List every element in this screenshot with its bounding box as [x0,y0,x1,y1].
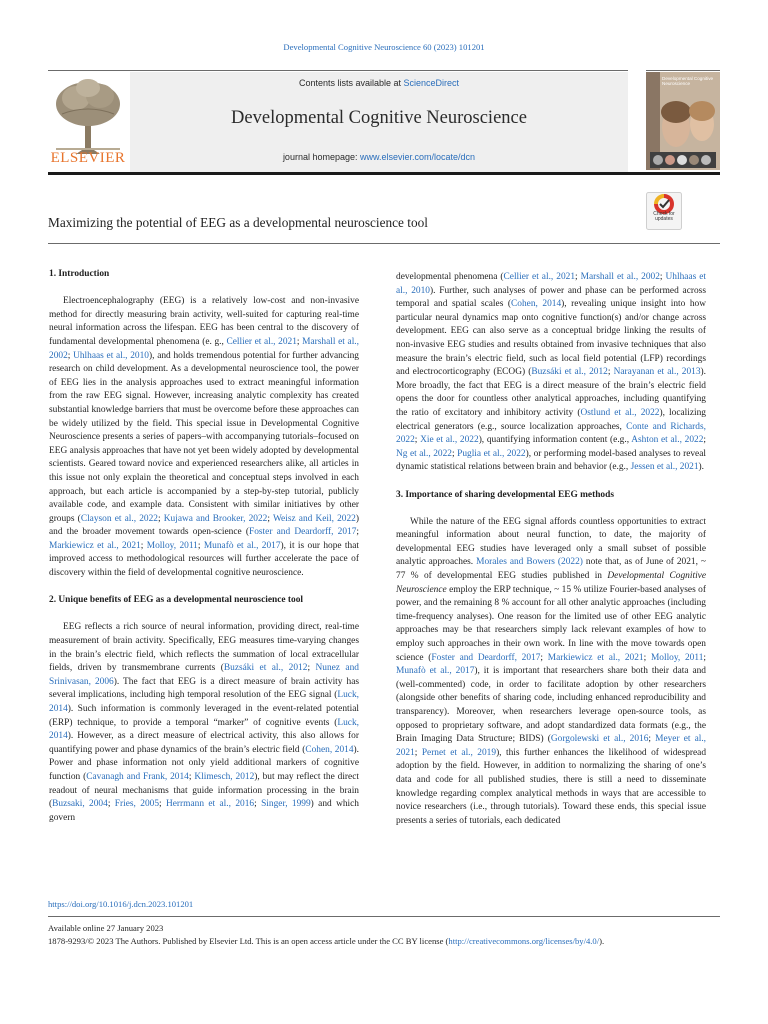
text-run: ), revealing unique insight into how particular neural dynamics map onto cognitive function(s) and/or change across development. EEG can also serve as a conceptual bridge linking the results of non-invasive EEG studies and results obtained from invasive techniques that also measure the brain’s electric field, such as local field potential (LFP) recordings and electrocorticography (ECOG) ( [396,299,706,378]
citation-link[interactable]: Molloy, 2011 [650,652,704,663]
check-for-updates-label: Check for updates [653,211,675,223]
text-run: ; [356,527,359,538]
text-run: ; [188,771,195,782]
citation-link[interactable]: Clayson et al., 2022 [80,513,158,524]
text-run: ; [414,435,421,446]
citation-link[interactable]: Molloy, 2011 [146,540,198,551]
section-heading: 3. Importance of sharing developmental EEG methods [396,489,614,500]
text-run: While the nature of the EEG signal affords countless opportunities to extract meaningful information about neural function, to date, the majority of developmental EEG studies have leveraged only a small subset of possible analytic approaches. [396,516,706,568]
section-heading: 2. Unique benefits of EEG as a developmental neuroscience tool [49,595,303,606]
text-run: ; [140,540,147,551]
text-run: ; [659,272,666,282]
doi-link[interactable]: https://doi.org/10.1016/j.dcn.2023.101201 [48,899,194,909]
text-run: ; [254,799,262,810]
homepage-line [130,152,628,162]
text-run: ), localizing electrical generators (e.g., source localization approaches, [396,407,706,432]
citation-link[interactable]: Cohen, 2014 [511,299,562,310]
text-run: ), it is our hope that improved access to methodological resources will further accelerate the pace of discovery within the field of developmental cognitive neuroscience. [49,540,359,579]
sciencedirect-link[interactable]: ScienceDirect [403,78,460,88]
text-run: ; [107,799,115,810]
citation-link[interactable]: Luck, 2014 [49,690,359,714]
citation-link[interactable]: Cellier et al., 2021 [503,272,576,282]
citation-link[interactable]: Marshall et al., 2002 [580,272,660,282]
text-run: ; [575,272,581,282]
journal-citation[interactable]: Developmental Cognitive Neuroscience 60 (2023) 101201 [283,42,485,52]
citation-link[interactable]: Klimesch, 2012 [194,771,255,782]
footer-rule [48,916,720,917]
publisher-name: ELSEVIER [50,150,126,166]
text-run: developmental phenomena ( [396,272,504,282]
header-rule [48,70,628,71]
homepage-prefix: journal homepage: [282,152,360,162]
text-run: Electroencephalography (EEG) is a relatively low-cost and non-invasive method for directly measuring brain activity, well-suited for capturing real-time neural information across the lifespan. EEG has been central to the discovery of fundamental developmental phenomena (e. g., [49,296,359,347]
citation-link[interactable]: Fries, 2005 [114,799,160,810]
citation-link[interactable]: Gorgolewski et al., 2016 [550,734,649,745]
text-run: ), and holds tremendous potential for further advancing research on child development. As a developmental neuroscience tool, the power of EEG lies in the analysis approaches used to extract meaningful information from the raw EEG signal. However, increasing analytic complexity has created substantial knowledge barriers that must be overcome before these approaches can be widely utilized by the field. This special issue in Developmental Cognitive Neuroscience presents a series of papers–with accompanying tutorials–focused on EEG analysis approaches that have not yet been widely adopted by developmental scientists. Geared toward novice and experienced researchers alike, all articles in this issue not only explain the theoretical and conceptual steps involved in each approach, but each article is accompanied by a step-by-step tutorial, publicly available code, and example data. Consistent with similar initiatives by other groups ( [49,350,359,524]
text-run: ). [698,462,704,473]
text-run: ). Such information is commonly leveraged in the event-related potential (ERP) technique, to provide a temporal “marker” of cognitive events ( [49,704,359,728]
contents-prefix: Contents lists available at [298,78,404,88]
body-paragraph [396,516,706,829]
text-run: ). Further, such analyses of power and phase can be performed across temporal and spatial scales ( [396,285,706,310]
citation-link[interactable]: Pernet et al., 2019 [421,747,497,758]
journal-title: Developmental Cognitive Neuroscience [231,108,527,128]
text-run: ) and which govern [49,799,359,823]
text-run: ; [648,734,656,745]
license-line [48,936,604,946]
paragraph-spacer [49,581,359,595]
journal-homepage-link[interactable]: www.elsevier.com/locate/dcn [360,152,476,162]
article-title: Maximizing the potential of EEG as a developmental neuroscience tool [48,215,428,230]
license-text: 1878-9293/© 2023 The Authors. Published by Elsevier Ltd. This is an open access article under the CC BY license ( [48,936,449,946]
citation-link[interactable]: Herrmann et al., 2016 [166,799,255,810]
cover-artwork [646,72,720,170]
text-run: ). The fact that EEG is a direct measure of brain activity has several implications, including high temporal resolution of the EEG signal ( [49,676,359,701]
text-run: ). Power and phase information not only yield additional markers of cognitive function ( [49,744,360,782]
citation-link[interactable]: Markiewicz et al., 2021 [547,652,644,663]
citation-link[interactable]: Ng et al., 2022 [396,448,452,459]
citation-link[interactable]: Markiewicz et al., 2021 [49,540,141,551]
text-run: ; [643,652,651,663]
citation-link[interactable]: Buzsaki, 2004 [52,799,108,810]
text-run: ), or performing model-based analyses to reveal dynamic statistical relations between brain and behavior (e.g., [396,448,706,473]
citation-link[interactable]: Ashton et al., 2022 [631,435,704,446]
citation-link[interactable]: Foster and Deardorff, 2017 [249,527,357,538]
text-run: ), it is important that researchers share both their data and (well-commented) code, in order to facilitate adoption by other researchers (alongside other benefits of sharing code, including enhanced reproducibility and transparency). Moreover, when researchers leverage open-source tools, as opposed to proprietary software, and adopt standardized data formats (e.g., the Brain Imaging Data Structure; BIDS) ( [396,666,706,745]
citation-link[interactable]: Cavanagh and Frank, 2014 [86,771,189,782]
journal-header-box [130,72,628,172]
header-rule-right [646,70,720,71]
citation-link[interactable]: Xie et al., 2022 [420,435,479,446]
citation-link[interactable]: Buzsáki et al., 2012 [531,367,608,378]
title-rule [48,243,720,244]
citation-link[interactable]: Buzsáki et al., 2012 [223,663,308,674]
text-run: ; [540,652,548,663]
text-run: ; [157,513,164,524]
doi-line [48,899,193,909]
citation-link[interactable]: Morales and Bowers (2022) [476,557,583,568]
left-column [49,268,359,825]
citation-link[interactable]: Cohen, 2014 [305,744,354,755]
paragraph-spacer [396,475,706,489]
text-run: ). However, as a direct measure of electrical activity, this also allows for quantifying power and phase dynamics of the brain’s electric field ( [49,731,359,755]
text-run: ). More broadly, the fact that EEG is a direct measure of the brain’s electric field opens the door for countless other analytical approaches, including quantifying the ratio of excitatory and inhibitory activity ( [396,367,706,418]
paragraph-spacer [396,502,706,516]
text-run: ; [67,350,74,361]
available-online-date: Available online 27 January 2023 [48,923,164,933]
citation-link[interactable]: Cellier et al., 2021 [226,336,297,347]
citation-link[interactable]: Marshall et al., 2002 [49,336,359,361]
citation-link[interactable]: Kujawa and Brooker, 2022 [163,513,268,524]
license-link[interactable]: http://creativecommons.org/licenses/by/4.0/ [448,936,600,946]
italic-text: Developmental Cognitive Neuroscience [396,571,706,595]
paragraph-spacer [49,282,359,296]
text-run: ), this further enhances the likelihood of widespread adoption by the field. However, in addition to normalizing the sharing of one’s data and code for all published studies, there is still a need to disseminate knowledge regarding complex analytical methods in ways that are accessible to novice researchers (i.e., through tutorials). Toward these ends, this special issue presents a series of tutorials, each dedicated [396,747,707,826]
text-run: ; [414,747,422,758]
text-run: ; [703,652,706,663]
citation-link[interactable]: Conte and Richards, 2022 [396,421,706,446]
text-run: ; [159,799,166,810]
text-run: EEG reflects a rich source of neural information, providing direct, real-time measurement of brain activity. Specifically, EEG measures time-varying changes in the brain’s electric field, which reflects the summation of local extracellular fields, driven by transmembrane currents ( [49,622,359,674]
header-thick-rule [48,172,720,175]
citation-link[interactable]: Uhlhaas et al., 2010 [73,350,149,361]
text-run: ; [451,448,458,459]
citation-link[interactable]: Foster and Deardorff, 2017 [431,652,541,663]
citation-link[interactable]: Narayanan et al., 2013 [613,367,701,378]
journal-cover-image[interactable] [646,72,720,170]
right-column [396,271,706,828]
text-run: ; [267,513,273,524]
citation-link[interactable]: Uhlhaas et al., 2010 [396,272,707,296]
text-run: ; [607,367,614,378]
citation-link[interactable]: Luck, 2014 [49,717,359,742]
text-run: ), but may reflect the direct readout of neural mechanisms that guide information processing in the brain ( [49,771,359,810]
text-run: ; [703,435,707,446]
citation-link[interactable]: Munafò et al., 2017 [396,666,475,677]
text-run: employ the ERP technique, ~ 15 % utilize Fourier-based analyses of power, and the remaining 8 % account for all other analytic approaches (including time-frequency analyses). One reason for the limited use of other EEG analytic approaches may be that researchers simply lack relevant examples of how to employ such approaches in their own work. In line with the move towards open science ( [396,584,706,663]
citation-link[interactable]: Weisz and Keil, 2022 [272,513,356,524]
text-run: note that, as of June of 2021, ~ 77 % of developmental EEG studies published in [396,557,706,582]
section-heading: 1. Introduction [49,269,110,279]
citation-link[interactable]: Nunez and Srinivasan, 2006 [49,663,359,687]
contents-line [130,78,628,88]
text-run: ) and the broader movement towards open-science ( [49,513,359,538]
paragraph-spacer [49,608,359,622]
text-run: ; [197,540,204,551]
text-run: ; [307,663,316,674]
citation-link[interactable]: Munafò et al., 2017 [203,540,281,551]
text-run: ), quantifying information content (e.g., [478,435,632,446]
cover-title: Developmental Cognitive Neuroscience [662,76,714,86]
citation-link[interactable]: Meyer et al., 2021 [396,734,707,758]
body-paragraph [49,621,359,825]
body-paragraph [396,271,706,475]
citation-link[interactable]: Jessen et al., 2021 [630,462,699,473]
citation-link[interactable]: Singer, 1999 [261,799,311,810]
text-run: ; [296,336,303,347]
license-suffix: ). [599,936,605,946]
citation-link[interactable]: Ostlund et al., 2022 [580,407,660,418]
citation-link[interactable]: Puglia et al., 2022 [457,448,526,459]
body-paragraph [49,295,359,580]
